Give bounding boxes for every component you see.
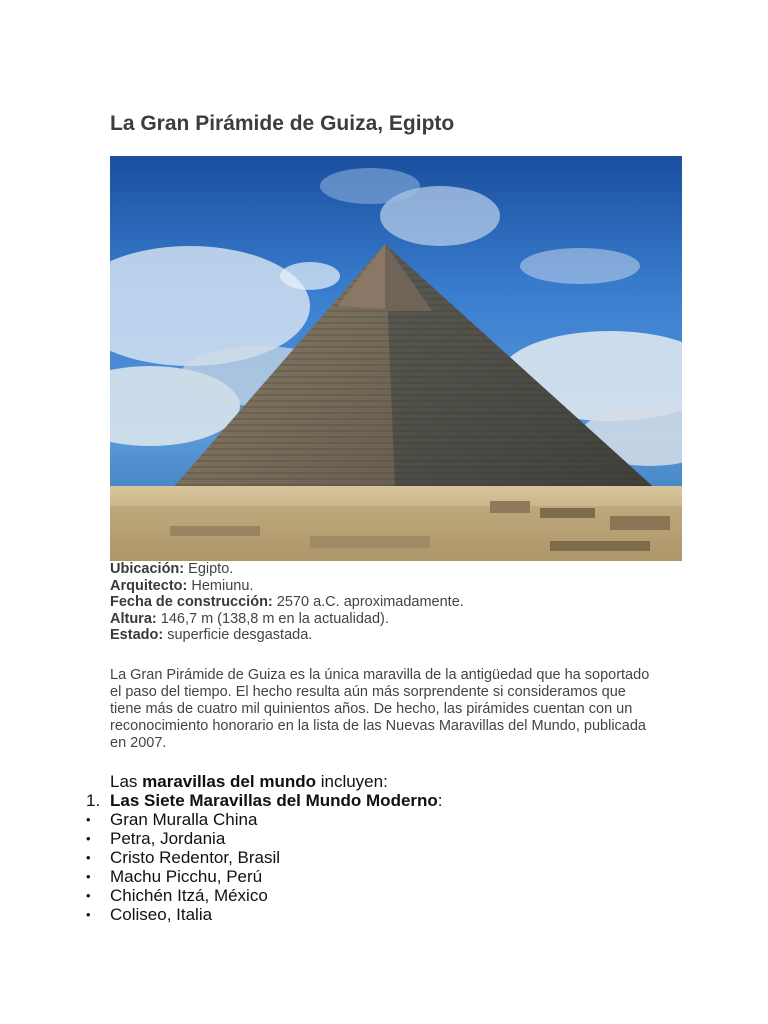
- bullet-icon: •: [86, 850, 91, 865]
- bullet-icon: •: [86, 888, 91, 903]
- list-item: [86, 848, 670, 867]
- list-item-text: Cristo Redentor, Brasil: [110, 848, 281, 867]
- pyramid-photo: [110, 156, 682, 561]
- list-item-text: Gran Muralla China: [110, 810, 258, 829]
- fact-state: [110, 627, 690, 644]
- fact-label: Fecha de construcción:: [110, 594, 273, 611]
- fact-height: [110, 611, 690, 628]
- fact-construction-date: [110, 594, 690, 611]
- intro-bold: maravillas del mundo: [142, 772, 316, 791]
- intro-suffix: incluyen:: [315, 772, 388, 791]
- list-item: [86, 867, 670, 886]
- bullet-icon: •: [86, 907, 91, 922]
- fact-value: 146,7 m (138,8 m en la actualidad).: [156, 610, 389, 627]
- fact-label: Altura:: [110, 610, 157, 627]
- list-heading: Las Siete Maravillas del Mundo Moderno: [110, 791, 438, 810]
- list-item-text: Coliseo, Italia: [110, 905, 213, 924]
- numbered-heading: [86, 791, 670, 810]
- fact-value: 2570 a.C. aproximadamente.: [272, 594, 464, 611]
- fact-architect: [110, 578, 690, 595]
- fact-value: Hemiunu.: [187, 577, 254, 594]
- wonders-intro: [110, 772, 670, 791]
- wonders-section: [86, 772, 670, 924]
- description-paragraph: La Gran Pirámide de Guiza es la única maravilla de la antigüedad que ha soportado el paso del tiempo. El hecho resulta aún más sorprendente si consideramos que tiene más de cuatro mil quinientos años. De hecho, las pirámides cuentan con un reconocimiento honorario en la lista de las Nuevas Maravillas del Mundo, publicada en 2007.: [110, 667, 650, 751]
- article-title: La Gran Pirámide de Guiza, Egipto: [110, 112, 455, 135]
- facts-list: [110, 561, 690, 644]
- bullet-icon: •: [86, 812, 91, 827]
- list-item-text: Chichén Itzá, México: [110, 886, 268, 905]
- list-item-text: Machu Picchu, Perú: [110, 867, 263, 886]
- list-item: [86, 886, 670, 905]
- fact-label: Arquitecto:: [110, 577, 188, 594]
- intro-prefix: Las: [110, 772, 143, 791]
- fact-value: Egipto.: [184, 561, 234, 577]
- fact-label: Estado:: [110, 627, 164, 644]
- list-number: 1.: [86, 791, 101, 810]
- fact-value: superficie desgastada.: [163, 627, 313, 644]
- list-heading-suffix: :: [437, 791, 443, 810]
- fact-label: Ubicación:: [110, 561, 185, 577]
- bullet-icon: •: [86, 831, 91, 846]
- list-item: [86, 829, 670, 848]
- fact-location: [110, 561, 690, 578]
- list-item-text: Petra, Jordania: [110, 829, 226, 848]
- list-item: [86, 905, 670, 924]
- list-item: [86, 810, 670, 829]
- bullet-icon: •: [86, 869, 91, 884]
